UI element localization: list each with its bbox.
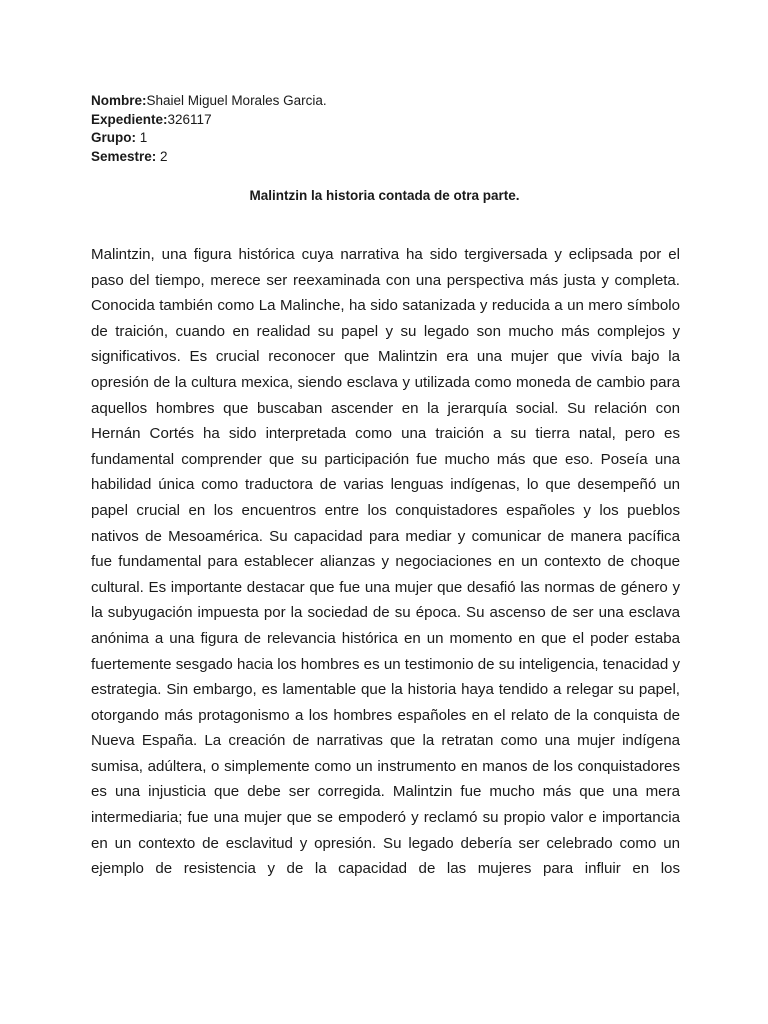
expediente-value: 326117	[167, 111, 212, 127]
nombre-label: Nombre:	[91, 93, 147, 108]
nombre-line	[91, 92, 327, 111]
grupo-line	[91, 129, 327, 148]
nombre-value: Shaiel Miguel Morales Garcia.	[146, 93, 327, 108]
grupo-label: Grupo:	[91, 130, 136, 145]
grupo-value: 1	[136, 130, 148, 145]
expediente-label: Expediente:	[91, 111, 168, 127]
document-title: Malintzin la historia contada de otra parte.	[249, 188, 520, 203]
expediente-line	[91, 111, 327, 130]
student-info	[91, 92, 327, 166]
semestre-value: 2	[156, 148, 168, 164]
body-paragraph: Malintzin, una figura histórica cuya narrativa ha sido tergiversada y eclipsada por el paso del tiempo, merece ser reexaminada con una perspectiva más justa y completa. Conocida también como La Malinche, ha sido satanizada y reducida a un mero símbolo de traición, cuando en realidad su papel y su legado son mucho más complejos y significativos. Es crucial reconocer que Malintzin era una mujer que vivía bajo la opresión de la cultura mexica, siendo esclava y utilizada como moneda de cambio para aquellos hombres que buscaban ascender en la jerarquía social. Su relación con Hernán Cortés ha sido interpretada como una traición a su tierra natal, pero es fundamental comprender que su participación fue mucho más que eso. Poseía una habilidad única como traductora de varias lenguas indígenas, lo que desempeñó un papel crucial en los encuentros entre los conquistadores españoles y los pueblos nativos de Mesoamérica. Su capacidad para mediar y comunicar de manera pacífica fue fundamental para establecer alianzas y negociaciones en un contexto de choque cultural. Es importante destacar que fue una mujer que desafió las normas de género y la subyugación impuesta por la sociedad de su época. Su ascenso de ser una esclava anónima a una figura de relevancia histórica en un momento en que el poder estaba fuertemente sesgado hacia los hombres es un testimonio de su inteligencia, tenacidad y estrategia. Sin embargo, es lamentable que la historia haya tendido a relegar su papel, otorgando más protagonismo a los hombres españoles en el relato de la conquista de Nueva España. La creación de narrativas que la retratan como una mujer indígena sumisa, adúltera, o simplemente como un instrumento en manos de los conquistadores es una injusticia que debe ser corregida. Malintzin fue mucho más que una mera intermediaria; fue una mujer que se empoderó y reclamó su propio valor e importancia en un contexto de esclavitud y opresión. Su legado debería ser celebrado como un ejemplo de resistencia y de la capacidad de las mujeres para influir en los	[91, 246, 681, 878]
semestre-label: Semestre:	[91, 148, 157, 164]
semestre-line	[91, 148, 327, 167]
